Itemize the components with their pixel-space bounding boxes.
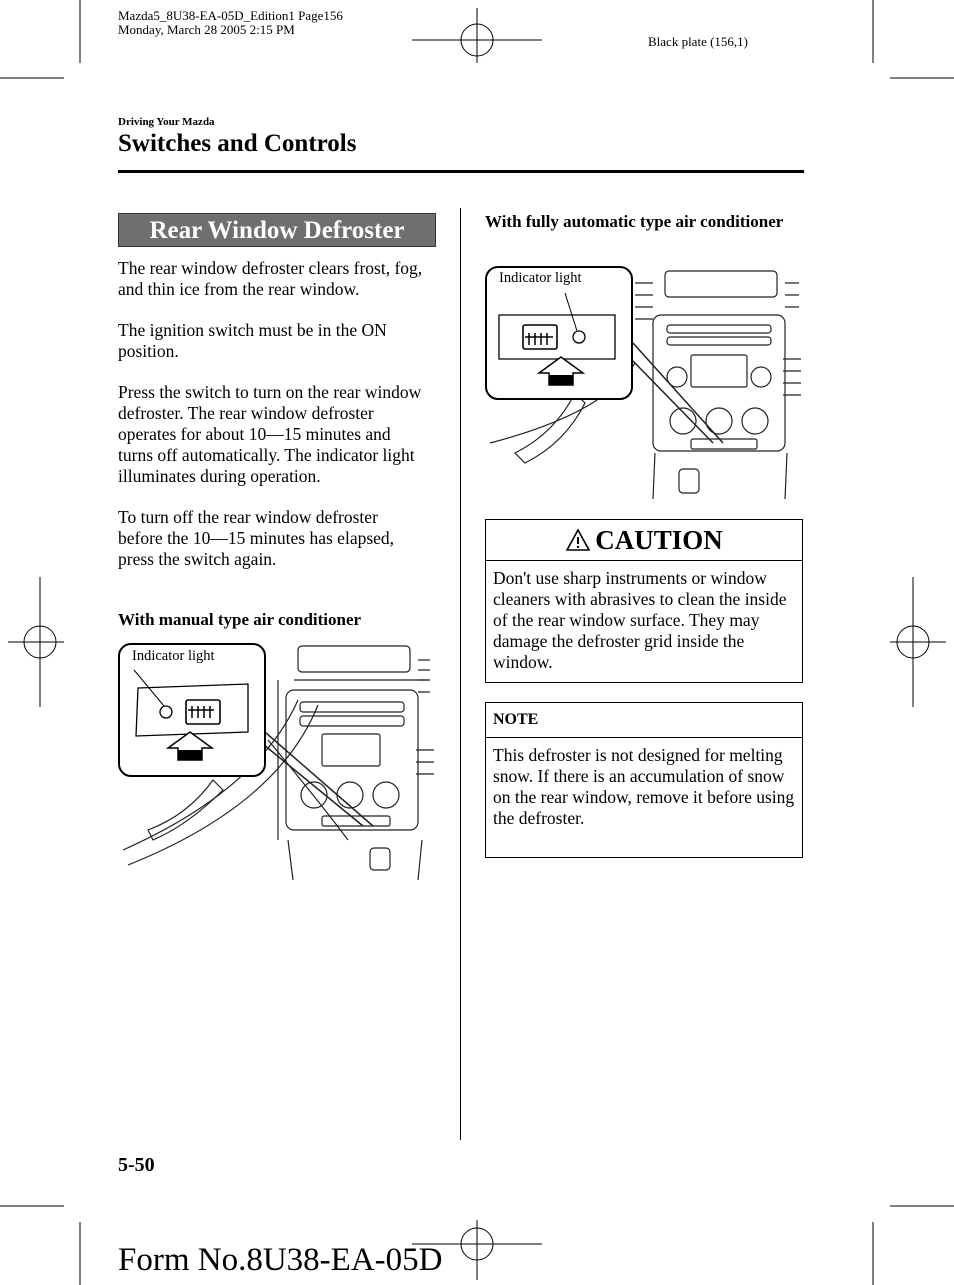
paragraph: The ignition switch must be in the ON position.: [118, 320, 387, 361]
column-divider: [460, 208, 461, 1140]
header-rule: [118, 170, 804, 173]
manual-heading: With manual type air conditioner: [118, 610, 362, 629]
caution-text: Don't use sharp instruments or window cleaners with abrasives to clean the inside of the rear window surface. They may damage the defroster grid inside the window.: [493, 568, 787, 672]
paragraph: To turn off the rear window defroster before the 10―15 minutes has elapsed, press the switch again.: [118, 507, 395, 569]
print-meta: [118, 9, 343, 37]
form-number: Form No.8U38-EA-05D: [118, 1242, 443, 1278]
note-box: [485, 702, 803, 858]
registration-mark-right: [890, 577, 946, 707]
manual-ac-illustration: [118, 640, 436, 880]
registration-mark-top: [412, 8, 542, 63]
note-text: This defroster is not designed for melting snow. If there is an accumulation of snow on the rear window, remove it before using the defroster.: [493, 745, 795, 828]
registration-mark-left: [8, 577, 64, 707]
auto-ac-illustration: [485, 263, 803, 503]
print-meta-line2: Monday, March 28 2005 2:15 PM: [118, 22, 295, 37]
caution-header: [486, 520, 802, 561]
chapter-title: Switches and Controls: [118, 130, 357, 157]
warning-triangle-icon: [565, 528, 591, 552]
auto-ac-figure: [485, 263, 803, 503]
auto-heading: With fully automatic type air conditioner: [485, 212, 784, 231]
plate-label: Black plate (156,1): [648, 34, 748, 49]
paragraph: Press the switch to turn on the rear window defroster. The rear window defroster operates for about 10―15 minutes and turns off automatically. The indicator light illuminates during operation.: [118, 382, 422, 486]
caution-title: CAUTION: [595, 525, 723, 555]
manual-indicator-label: Indicator light: [132, 648, 215, 664]
auto-indicator-label: Indicator light: [499, 270, 582, 286]
page-number: 5-50: [118, 1154, 155, 1176]
print-meta-line1: Mazda5_8U38-EA-05D_Edition1 Page156: [118, 8, 343, 23]
paragraph: The rear window defroster clears frost, fog, and thin ice from the rear window.: [118, 258, 423, 299]
caution-box: [485, 519, 803, 683]
manual-ac-figure: [118, 640, 436, 880]
body-text: [118, 258, 423, 590]
note-title: NOTE: [486, 703, 802, 738]
section-title: Driving Your Mazda: [118, 116, 215, 128]
topic-title: Rear Window Defroster: [118, 213, 436, 247]
